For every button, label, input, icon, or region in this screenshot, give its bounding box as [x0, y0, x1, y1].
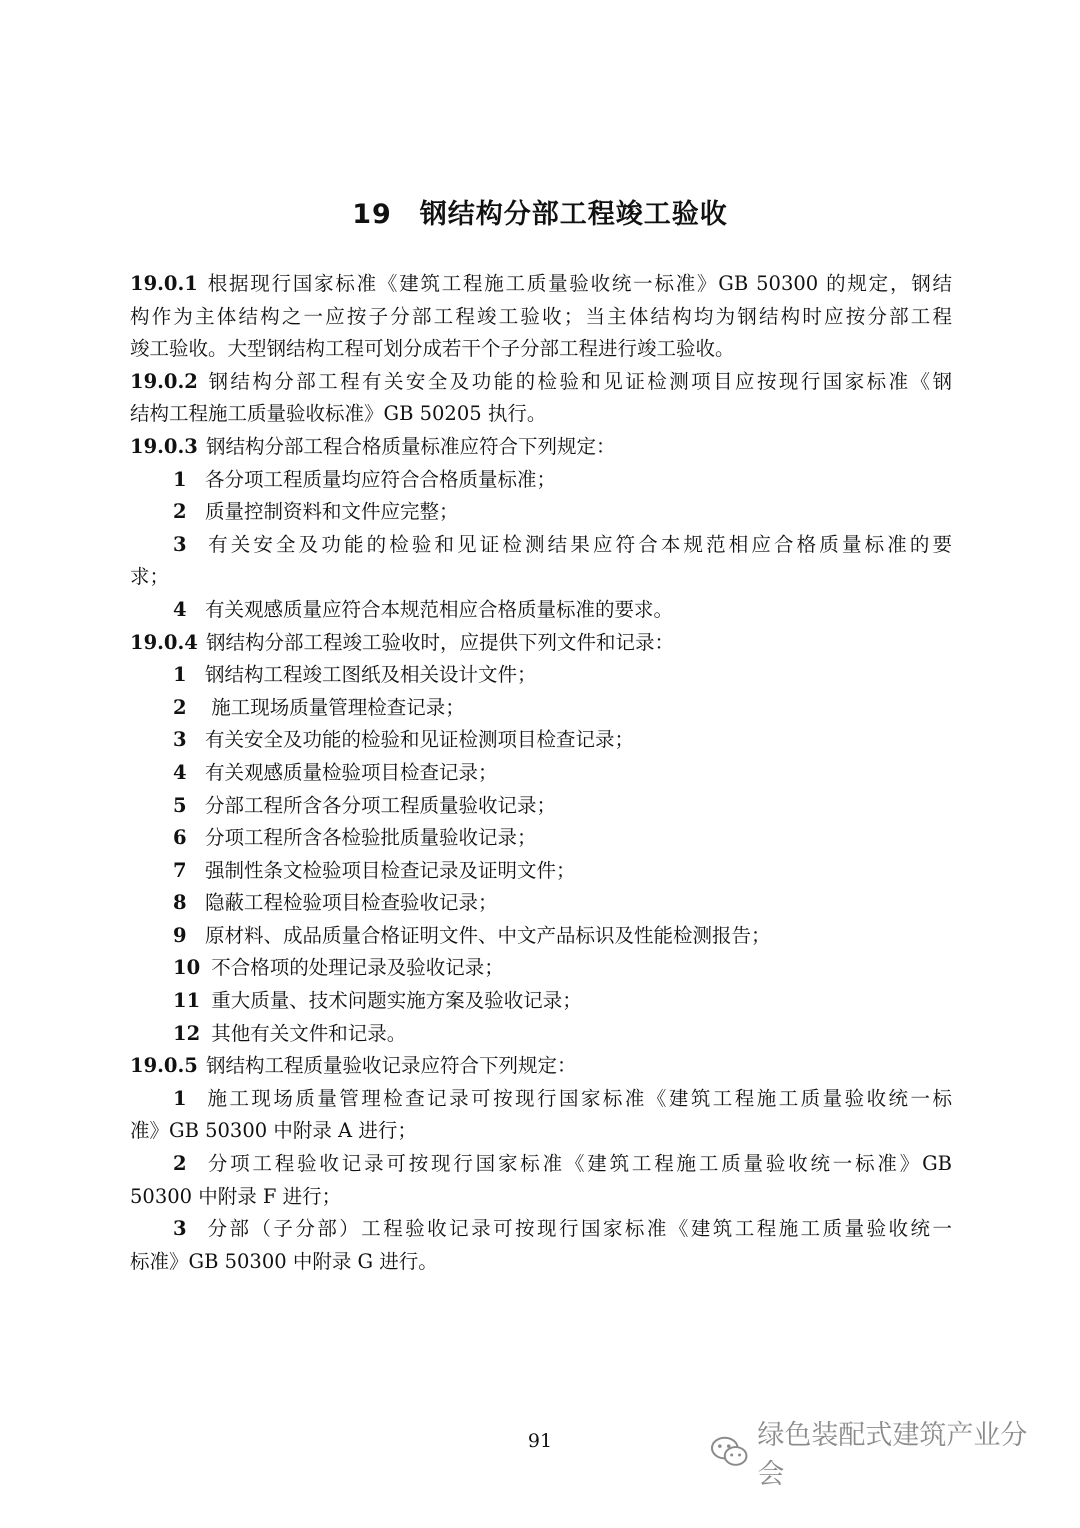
- line-text: 施工现场质量管理检查记录；: [205, 695, 465, 719]
- line-text: 钢结构工程竣工图纸及相关设计文件；: [205, 663, 537, 687]
- line-text: 根据现行国家标准《建筑工程施工质量验收统一标准》GB 50300 的规定，钢结: [206, 272, 952, 295]
- item-line: [130, 1018, 952, 1051]
- line-text: 分项工程验收记录可按现行国家标准《建筑工程施工质量验收统一标准》GB: [205, 1152, 952, 1176]
- line-text: 结构工程施工质量验收标准》GB 50205 执行。: [130, 402, 547, 426]
- continuation-line: [130, 301, 952, 334]
- item-line: [130, 692, 952, 725]
- clause-line: [130, 268, 952, 301]
- line-text: 构作为主体结构之一应按子分部工程竣工验收；当主体结构均为钢结构时应按分部工程: [130, 304, 952, 328]
- item-number: 5: [173, 793, 187, 817]
- line-text: 质量控制资料和文件应完整；: [205, 500, 459, 524]
- item-line: [130, 1213, 952, 1246]
- item-number: 2: [173, 500, 187, 524]
- item-number: 1: [173, 1086, 187, 1110]
- document-body: [130, 268, 952, 1278]
- continuation-line: [130, 1181, 952, 1214]
- item-number: 4: [173, 760, 187, 784]
- item-line: [130, 659, 952, 692]
- chapter-number: 19: [352, 199, 392, 230]
- line-text: 重大质量、技术问题实施方案及验收记录；: [205, 989, 582, 1013]
- line-text: 强制性条文检验项目检查记录及证明文件；: [205, 858, 576, 882]
- item-line: [130, 952, 952, 985]
- watermark-text: 绿色装配式建筑产业分会: [757, 1420, 1028, 1490]
- clause-line: [130, 431, 952, 464]
- continuation-line: [130, 333, 952, 366]
- item-number: 1: [173, 663, 187, 687]
- line-text: 50300 中附录 F 进行；: [130, 1184, 342, 1208]
- line-text: 分部工程所含各分项工程质量验收记录；: [205, 793, 557, 817]
- page-number: 91: [527, 1430, 553, 1452]
- line-text: 各分项工程质量均应符合合格质量标准；: [205, 467, 557, 491]
- line-text: 竣工验收。大型钢结构工程可划分成若干个子分部工程进行竣工验收。: [130, 337, 735, 361]
- item-line: [130, 822, 952, 855]
- item-line: [130, 757, 952, 790]
- item-number: 1: [173, 467, 187, 491]
- line-text: 钢结构分部工程有关安全及功能的检验和见证检测项目应按现行国家标准《钢: [206, 369, 952, 393]
- item-number: 3: [173, 728, 187, 752]
- item-line: [130, 790, 952, 823]
- item-line: [130, 496, 952, 529]
- line-text: 求；: [130, 565, 170, 589]
- watermark: [710, 1420, 1050, 1490]
- item-line: [130, 1083, 952, 1116]
- item-line: [130, 887, 952, 920]
- clause-number: 19.0.5: [130, 1054, 198, 1078]
- item-line: [130, 529, 952, 562]
- clause-number: 19.0.4: [130, 630, 198, 654]
- line-text: 有关安全及功能的检验和见证检测项目检查记录；: [205, 728, 635, 752]
- item-line: [130, 1148, 952, 1181]
- item-number: 12: [173, 1021, 201, 1045]
- line-text: 隐蔽工程检验项目检查验收记录；: [205, 891, 498, 915]
- line-text: 原材料、成品质量合格证明文件、中文产品标识及性能检测报告；: [205, 923, 771, 947]
- line-text: 分部（子分部）工程验收记录可按现行国家标准《建筑工程施工质量验收统一: [205, 1217, 952, 1241]
- item-number: 6: [173, 826, 187, 850]
- item-line: [130, 985, 952, 1018]
- item-number: 2: [173, 1152, 187, 1176]
- item-number: 3: [173, 1217, 187, 1241]
- line-text: 有关观感质量应符合本规范相应合格质量标准的要求。: [205, 597, 674, 621]
- item-number: 8: [173, 891, 187, 915]
- line-text: 钢结构工程质量验收记录应符合下列规定：: [206, 1054, 577, 1078]
- clause-number: 19.0.1: [130, 272, 198, 295]
- item-line: [130, 855, 952, 888]
- item-number: 10: [173, 956, 201, 980]
- item-number: 4: [173, 597, 187, 621]
- wechat-icon: [710, 1435, 749, 1469]
- item-line: [130, 464, 952, 497]
- item-number: 2: [173, 695, 187, 719]
- clause-line: [130, 366, 952, 399]
- continuation-line: [130, 1246, 952, 1279]
- item-line: [130, 724, 952, 757]
- item-number: 11: [173, 989, 201, 1013]
- continuation-line: [130, 561, 952, 594]
- line-text: 有关安全及功能的检验和见证检测结果应符合本规范相应合格质量标准的要: [205, 532, 952, 556]
- line-text: 准》GB 50300 中附录 A 进行；: [130, 1119, 417, 1143]
- item-number: 7: [173, 858, 187, 882]
- line-text: 标准》GB 50300 中附录 G 进行。: [130, 1249, 438, 1273]
- line-text: 不合格项的处理记录及验收记录；: [205, 956, 504, 980]
- chapter-title: [0, 192, 1080, 231]
- clause-line: [130, 1050, 952, 1083]
- item-number: 3: [173, 532, 187, 556]
- item-number: 9: [173, 923, 187, 947]
- line-text: 钢结构分部工程合格质量标准应符合下列规定：: [206, 434, 616, 458]
- item-line: [130, 920, 952, 953]
- line-text: 其他有关文件和记录。: [205, 1021, 407, 1045]
- line-text: 钢结构分部工程竣工验收时，应提供下列文件和记录：: [206, 630, 675, 654]
- line-text: 分项工程所含各检验批质量验收记录；: [205, 826, 537, 850]
- item-line: [130, 594, 952, 627]
- clause-line: [130, 627, 952, 660]
- line-text: 有关观感质量检验项目检查记录；: [205, 760, 498, 784]
- continuation-line: [130, 1115, 952, 1148]
- continuation-line: [130, 398, 952, 431]
- line-text: 施工现场质量管理检查记录可按现行国家标准《建筑工程施工质量验收统一标: [205, 1086, 952, 1110]
- clause-number: 19.0.2: [130, 369, 198, 393]
- clause-number: 19.0.3: [130, 434, 198, 458]
- chapter-title-text: 钢结构分部工程竣工验收: [419, 199, 728, 230]
